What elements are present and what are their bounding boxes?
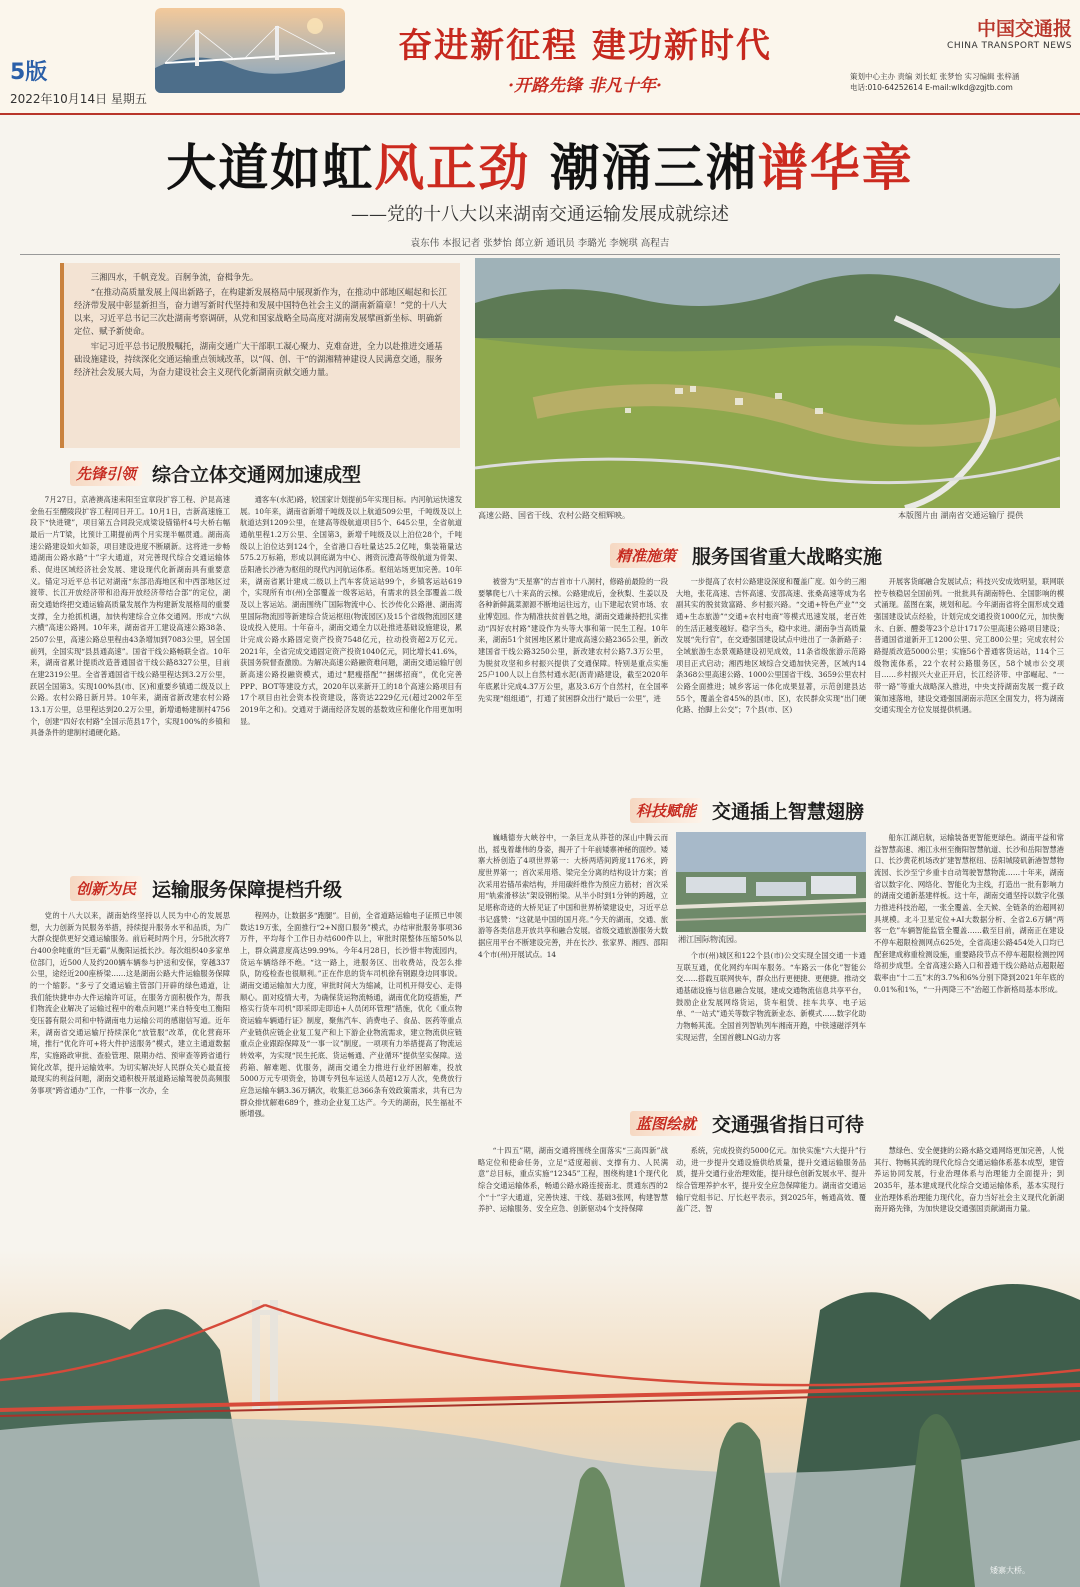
main-aerial-photo — [475, 258, 1060, 508]
section-4-tag: 科技赋能 — [630, 798, 702, 823]
section-1-text-a: 7月27日，京港澳高速耒阳至宜章段扩容工程、沪昆高速金鱼石至醴陵段扩容工程同日开工。10月1日，吉新高速施工段下“快进键”，项目第五合同段完成梁设锚锚杆4号大桥右幅最后一片T梁，比预计工期提前两个月实现半幅贯通。湖南高速公路建设如火如荼，项目建设进度不断刷新。这将进一步畅通湖南公路水路“十”字大通道，对完善现代综合交通运输体系、促进区域经济社会发展、建设现代化新湖南具有重要意义。锚定习近平总书记对湖南“东部沿海地区和中西部地区过渡带、长江开放经济带和沿海开放经济带结合部”的定位，湖南交通始终把交通运输高质量发展作为构建新发展格局的重要支撑，全力抢抓机遇，加快构建综合立体交通网。形成“六纵六横”高速公路网。10年来，湖南省开工建设高速公路38条、2507公里，高速公路总里程由43条增加到7083公里，居全国前列，全国实现“县县通高速”。国省干线公路畅联全省。10年来，湖南省累计提质改造普通国省干线公路8327公里，目前在建2319公里。全省普通国省干线公路里程达到3.2万公里，跃居全国第3。实现100%县(市、区)和重要乡镇通二级及以上公路。农村公路日新月异。10年来，湖南省新改建农村公路13.1万公里，总里程达到20.2万公里，新增通畅建制村4756个，创建“四好农村路”全国示范县17个，实现100%的乡镇和具备条件的建制村通硬化路。 — [30, 495, 230, 738]
section-4-title: 交通插上智慧翅膀 — [712, 800, 865, 823]
section-2-text-b: 程网办，让数据多“跑腿”。目前，全省道路运输电子证照已申领数达19万张，全面推行“2+N窗口服务”模式，办结审批服务事项36万件，平均每个工作日办结600件以上，审批时限整体压缩50%以上，群众满意度高达99.99%。今年4月28日，长沙惜丰物流园内，货运车辆络绎不绝。“这一路上，进服务区、出收费站，没怎么排队，防疫检查也很顺利。”正在作息的货车司机徐有钢跟身边同事说。湖南交通运输加大力度，审批时间大为缩减，让司机开得安心、走得顺心。面对疫情大考，为确保货运物流畅通，湖南优化防疫措施，严格实行货车司机“即采即走即追+人员闭环管理”措施，优化《重点物资运输车辆通行证》制度，聚焦汽车、消费电子、食品、医药等重点产业链供应链企业复工复产和上下游企业物流需求，建立物流供应链重点企业跟踪保障及“一事一议”制度。一项项有力举措提高了物流运转效率，为实现“民生托底、货运畅通、产业循环”提供坚实保障。送药箱、解难题、优服务，湖南交通全力推进行业纾困解难，投放5000万元专项资金，协调专列包车运送人员超12万人次，免费放行应急运输车辆3.36万辆次，收集汇总366条有效政策需求，共有已为群众排忧解难689个，推动企业复工达产。今天的湖南，民生福祉不断增强。 — [240, 911, 462, 1119]
masthead-banner — [355, 18, 815, 96]
bridge-panorama-photo — [0, 1250, 1080, 1587]
section-3-title: 服务国省重大战略实施 — [692, 545, 883, 568]
byline: 袁东伟 本报记者 张梦怡 郎立新 通讯员 李璐光 李婉琪 高程吉 — [410, 238, 670, 249]
bridge-photo-caption: 矮寨大桥。 — [990, 1566, 1030, 1575]
section-3-text-a: 被誉为“天星寨”的吉首市十八洞村，修路前最险的一段要攀爬七八十来高的云梯。公路建成后，金秋梨、生姜以及各种新鲜蔬菜源源不断地运往远方，山下建起农贸市场、农业博览园。作为精准扶贫首倡之地，湖南交通兼持把扎实推动“四好农村路”建设作为头等大事和第一民生工程。10年来，湖南51个贫困地区累计建成高速公路2365公里，新改建国省干线公路3250公里，新改建农村公路7.3万公里，为脱贫攻坚和乡村振兴提供了交通保障。特别是重点实施25户100人以上自然村通水泥(沥青)路建设，截至2020年年底累计完成4.37万公里，惠及3.6万个自然村，在全国率先实现“组组通”，打通了贫困群众出行“最后一公里”，进 — [478, 577, 668, 703]
logistics-photo-caption: 湘江国际物流园。 — [678, 935, 742, 944]
section-4-column-b — [676, 950, 866, 1072]
photo-credit: 本版图片由 湖南省交通运输厅 提供 — [898, 511, 1024, 520]
publication-date: 2022年10月14日 星期五 — [10, 92, 147, 106]
section-3-text-c: 开展客货邮融合发展试点；科技兴安成效明显，联网联控专核稳居全国前列。一批批具有湖南特色、全国影响的模式涌现。蓝图在案，规划和起。今年湖南省将全面形成交通强国建设试点经验，计划完成交通投资1000亿元，加快衡永、白新、醴娄等23个总计1717公里高速公路项目建设；普通国省道新开工1200公里、完工800公里；完成农村公路提质改造5000公里；实施56个普通客货运站，114个三级物流体系，22个农村公路服务区，58个城市公交项目……乡村振兴大业正开启，长江经济带、中部崛起、“一带一路”等重大战略深入推进，中央支持湖南发展一揽子政策加速落地，建设交通强国湖南示范区全面发力，将为湖南交通实现全方位发展提供机遇。 — [874, 577, 1064, 715]
section-4-text-a: 巍峨德夯大峡谷中，一条巨龙从莽苍的深山中腾云而出，摇曳着雄伟的身姿，揭开了十年前矮寨神秘的面纱。矮寨大桥创造了4项世界第一：大桥两塔间跨度1176米，跨度世界第一；首次采用塔、梁完全分离的结构设计方案；首次采用岩锚吊索结构，并用碳纤维作为预应力筋材；首次采用“轨索滑移法”架设钢桁梁。从半小时到1分钟的跨越，立足堪称奇迹的大桥见证了中国和世界桥梁建设史，习近平总书记盛赞：“这就是中国的国月亮。”今天的湖南，交通、旅游等各类信息开放共享和融合发展。省级交通旅游服务大数据应用平台不断建设完善，并在长沙、张家界、湘西、邵阳4个市(州)开展试点。14 — [478, 833, 668, 959]
headline-part-1: 大道如虹 — [166, 138, 375, 197]
lead-p3: 牢记习近平总书记殷殷嘱托，湖南交通广大干部职工凝心聚力、克难奋进，全力以赴推进交通基础设施建设，持续深化交通运输重点领域改革，以“闯、创、干”的湖湘精神建设人民满意交通，服务经济社会发展大局，为奋力建设社会主义现代化新湖南贡献交通力量。 — [74, 341, 443, 378]
masthead-right — [850, 14, 1072, 94]
section-4-column-c — [874, 832, 1064, 1072]
section-3-tag: 精准施策 — [610, 543, 682, 568]
section-header-2 — [70, 875, 342, 901]
main-headline — [0, 128, 1080, 200]
logistics-park-image-icon — [676, 832, 866, 932]
section-5-column-c — [874, 1145, 1064, 1245]
section-4-text-c: 船东江湖启航，运输装备更智能更绿色。湖南平益和常益智慧高速、湘江永州至衡阳智慧航道、长沙和岳阳智慧港口、长沙黄花机场改扩建智慧枢纽、岳阳城陵矶新港智慧物流园、长沙至宁乡重卡自动驾驶智慧物流……十年来，湖南省以数字化、网络化、智能化为主线，打造出一批有影响力的湖南交通新基建样板。这十年，湖南交通坚持以数字化强力推进科技治超，一张全覆盖、全天候、全链条的治超网初具规模。北斗卫星定位+AI大数据分析、全省2.6万辆“两客一危”车辆智能监管全覆盖……截至目前，湖南正在建设不停车超限检测网点625处，全省高速公路454处入口均已配套建成称重检测设施，重要路段节点不停车超限检测控网络初步成型。全省高速公路入口和普通干线公路站点超限超载率由“十二五”末的3.7%和6%分别下降到2021年年底的0.01%和1%，“一升两降三不”治超工作新格局基本形成。 — [874, 833, 1064, 994]
section-3-column-a — [478, 576, 668, 786]
headline-subtitle: ——党的十八大以来湖南交通运输发展成就综述 — [351, 204, 729, 225]
section-1-column-a — [30, 494, 230, 864]
bridge-image-icon — [155, 8, 345, 93]
section-4-text-b: 个市(州)城区和122个县(市)公交实现全国交通一卡通互联互通，优化网约车叫车服务。“车路云一体化”智能公交……搭载互联网快车，群众出行更便捷、更便捷。推动交通基础设施与信息融合发展，建成交通物流信息共享平台，鼓励企业发展网络货运，货车租赁、挂车共享、电子运单、“一站式”通关等数字物流新业态、新模式……数字化助力物畅其流。全国首列智轨列车湘南开跑，中铁速磁浮列车实现运营，全国首艘LNG动力客 — [676, 951, 866, 1042]
section-2-text-a: 党的十八大以来，湖南始终坚持以人民为中心的发展思想，大力创新为民服务举措，持续提升服务水平和品质，为广大群众提供更好交通运输服务。前后耗时两个月，分5批次将7台400余吨重的“巨无霸”从衡阳运抵长沙。每次组织40多家单位部门，近500人及约200辆车辆参与护送和安保，穿越337公里，途经近200座桥梁……这是湖南公路大件运输服务保障的一个缩影。“多亏了交通运输主管部门开辟的绿色通道，让我们能快捷申办大件运输许可证，在服务方面积极作为，帮我们物流企业解决了运输过程中的难点问题!”来自特变电工衡阳变压器有限公司和中特湖南电力运输公司的感谢信写道。近年来，湖南省交通运输厅持续深化“放管服”改革，优化营商环境，推行“优化许可+将大件护送服务”模式，建立主通道数据库，实施路政审批、查验管理、限期办结、预审查等跨省通行简化改革，提升运输效率。为切实解决好人民群众关心最直接最现实的利益问题，湖南交通积极开展道路运输驾驶员高频服务事项“跨省通办”工作，一件事一次办，全 — [30, 911, 230, 1096]
main-photo-caption: 高速公路、国省干线、农村公路交相辉映。 — [478, 511, 630, 520]
section-5-tag: 蓝图绘就 — [630, 1111, 702, 1136]
section-5-title: 交通强省指日可待 — [712, 1113, 865, 1136]
section-3-text-b: 一步提高了农村公路建设深度和覆盖广度。如今的三湘大地，张花高速、吉怀高速、安邵高速、张桑高速等成为名副其实的脱贫致富路、乡村振兴路。“交通+特色产业”“交通+生态旅游”“交通+农村电商”等模式迅速发展，老百姓的生活正越变越好。稳字当头，稳中求进。湖南争当高质量发展“先行官”，在交通强国建设试点中进出了一条新路子：全域旅游生态景观路建设初见成效，11条省级旅游示范路项目正式启动；湘西地区域综合交通加快完善，区域内14条368公里高速公路、1000公里国省干线、3659公里农村公路全面推进；城乡客运一体化成果显著，示范创建县达55个，覆盖全省45%的县(市、区)，农民群众实现“出门硬化路、抬脚上公交”；7个县(市、区) — [676, 577, 866, 715]
section-3-column-c — [874, 576, 1064, 786]
section-5-column-a — [478, 1145, 668, 1245]
page-number: 5版 — [10, 60, 48, 85]
section-header-4 — [630, 797, 864, 823]
section-2-title: 运输服务保障提档升级 — [152, 878, 343, 901]
section-1-tag: 先锋引领 — [70, 461, 142, 486]
logistics-park-photo — [676, 832, 866, 932]
section-4-column-a — [478, 832, 668, 1072]
masthead — [0, 0, 1080, 115]
headline-part-2: 风正劲 — [374, 138, 531, 197]
editor-credits: 策划中心主办 责编 刘长虹 张梦怡 实习编辑 张梓涵 — [850, 72, 1020, 81]
aerial-highway-image-icon — [475, 258, 1060, 508]
lead-paragraph-box — [60, 263, 460, 448]
paper-name-en: CHINA TRANSPORT NEWS — [947, 41, 1072, 51]
paper-name: 中国交通报 — [976, 18, 1072, 40]
section-5-text-c: 慧绿色、安全便捷的公路水路交通网络更加完善，人悦其行、物畅其流的现代化综合交通运输体系基本成型，建管养运协同发展，行业治理体系与治理能力全面提升；到2035年，基本建成现代化综合交通运输体系，基本实现行业治理体系治理能力现代化，奋力当好社会主义现代化新湖南开路先锋，为加快建设交通强国贡献湖南力量。 — [874, 1146, 1064, 1214]
section-3-column-b — [676, 576, 866, 786]
section-header-5 — [630, 1110, 864, 1136]
suspension-bridge-image-icon — [0, 1250, 1080, 1587]
section-5-column-b — [676, 1145, 866, 1245]
section-1-title: 综合立体交通网加速成型 — [152, 463, 362, 486]
contact-info: 电话:010-64252614 E-mail:wlkd@zgjtb.com — [850, 83, 1013, 93]
section-5-text-a: “十四五”期，湖南交通将围绕全面落实“三高四新”战略定位和使命任务，立足“适度超前、支撑有力、人民满意”总目标，重点实施“12345”工程，围绕构建1个现代化综合交通运输体系，畅通公路水路连接南北、贯通东西的2个“十”字大通道，完善快速、干线、基础3张网，构建智慧养护、运输服务、安全应急、创新驱动4个支持保障 — [478, 1146, 668, 1214]
section-header-1 — [70, 460, 361, 486]
section-2-tag: 创新为民 — [70, 876, 142, 901]
section-header-3 — [610, 542, 882, 568]
section-1-column-b — [240, 494, 462, 864]
masthead-bridge-image — [155, 8, 345, 93]
section-5-text-b: 系统，完成投资约5000亿元。加快实施“六大提升”行动，进一步提升交通设施供给质量，提升交通运输服务品质，提升交通行业治理效能，提升绿色创新发展水平、提升综合管理养护水平，提升安全应急保障能力。湖南省交通运输厅党组书记、厅长赵平表示，到2025年，畅通高效、覆盖广泛、智 — [676, 1146, 866, 1214]
masthead-left — [10, 55, 147, 107]
lead-p2: “在推动高质量发展上闯出新路子，在构建新发展格局中展现新作为，在推动中部地区崛起和长江经济带发展中彰显新担当，奋力谱写新时代坚持和发展中国特色社会主义的湖南新篇章！”党的十八大以来，习近平总书记三次赴湖南考察调研，从党和国家战略全局高度对湖南发展擘画新坐标、明确新定位、赋予新使命。 — [74, 287, 447, 337]
section-2-column-a — [30, 910, 230, 1240]
section-2-column-b — [240, 910, 462, 1240]
lead-p1: 三湘四水，千帆竞发。百舸争流，奋楫争先。 — [90, 272, 259, 282]
banner-slogan: 奋进新征程 建功新时代 — [398, 26, 772, 66]
banner-sub-slogan: ·开路先锋 非凡十年· — [508, 76, 662, 96]
headline-part-3: 潮涌三湘 — [530, 138, 758, 197]
section-1-text-b: 通客车(水泥)路，较国家计划提前5年实现目标。内河航运快速发展。10年来，湖南省新增千吨级及以上航道509公里，千吨级及以上航道达到1209公里，在建高等级航道项目5个、645公里，全省航道通航里程1.2万公里、全国第3，新增千吨级及以上泊位28个，千吨级以上泊位达到124个，全省港口吞吐量达25.2亿吨，集装箱量达575.2万标箱，形成以洞庭湖为中心、湘资沅澧高等级航道为骨架、岳阳港长沙港为枢纽的现代内河航运体系。枢纽站场更加完善。10年来，湖南省累计建成二级以上汽车客货运站99个，乡镇客运站619个，实现所有市(州)全部覆盖一级客运站，有需求的县全部覆盖二级及以上客运站。湖南围绕广国际物流中心、长沙传化公路港、湖南湾里国际物流园等新建综合货运枢纽(物流园区)及15个省级物流园区建设成投入使用。十年奋斗，湖南交通全力以赴推进基础设施建设，累计完成公路水路固定资产投资7548亿元，拉动投资超2万亿元。2021年，全省完成交通固定资产投资1040亿元，同比增长41.6%，获国务院督查激励。为解决高速公路融资难问题，湖南交通运输厅创新高速公路投融资模式，通过“肥瘦搭配”“捆绑招商”，优化完善PPP、BOT等建设方式，2020年以来新开工的18个高速公路项目有17个项目由社会资本投资建设，落资达2229亿元(超过2002年至2019年之和)。交通对于湖南经济发展的基数效应和催化作用更加明显。 — [240, 495, 462, 726]
divider — [20, 254, 1060, 255]
headline-part-4: 谱华章 — [757, 138, 914, 197]
